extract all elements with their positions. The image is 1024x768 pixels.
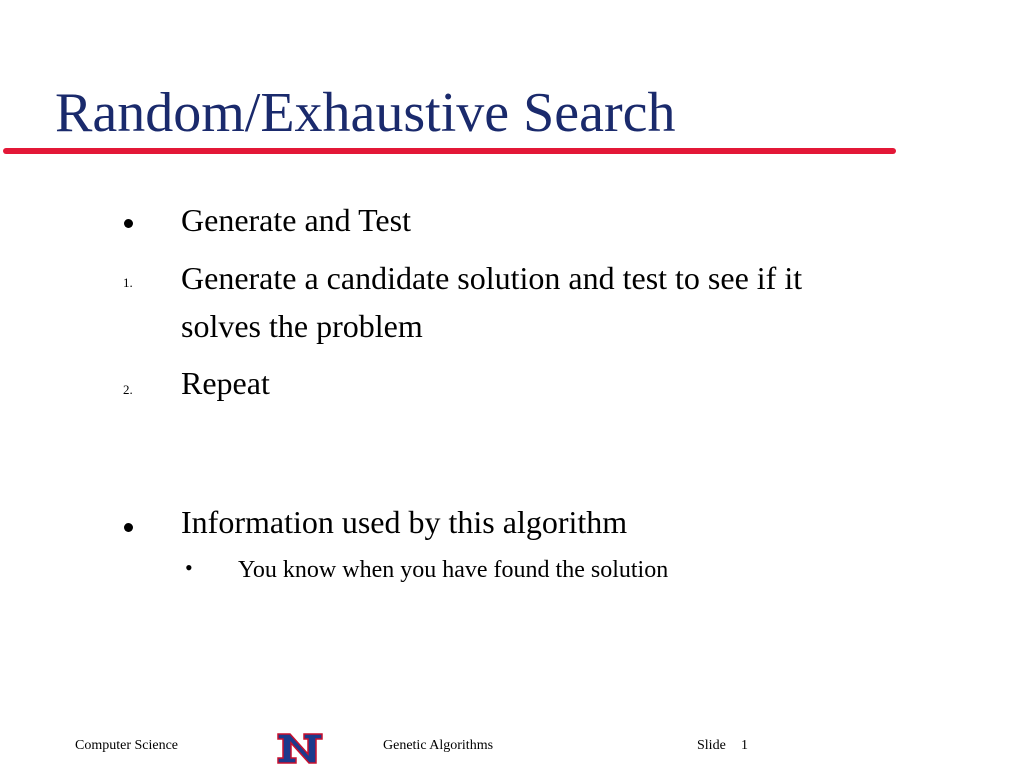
sub-bullet-icon: • (185, 555, 193, 580)
number-marker-1: 1. (123, 275, 133, 290)
bullet-generate-and-test: Generate and Test (181, 202, 411, 238)
number-marker-2: 2. (123, 382, 133, 397)
slide-title: Random/Exhaustive Search (55, 82, 676, 144)
bullet-dot-icon (124, 523, 133, 532)
bullet-dot-icon (124, 219, 133, 228)
footer-department: Computer Science (75, 738, 179, 753)
bullet-information-used: Information used by this algorithm (181, 504, 628, 540)
step-2-repeat: Repeat (181, 365, 270, 401)
step-1-line-2: solves the problem (181, 308, 423, 344)
sub-bullet-found-solution: You know when you have found the solution (238, 557, 669, 583)
step-1-line-1: Generate a candidate solution and test to see if it (181, 260, 803, 296)
footer-course-title: Genetic Algorithms (383, 738, 494, 753)
footer-slide-number: 1 (741, 738, 748, 753)
footer-slide-label: Slide (697, 738, 726, 753)
university-logo-icon (275, 730, 325, 766)
title-underline (3, 148, 896, 154)
